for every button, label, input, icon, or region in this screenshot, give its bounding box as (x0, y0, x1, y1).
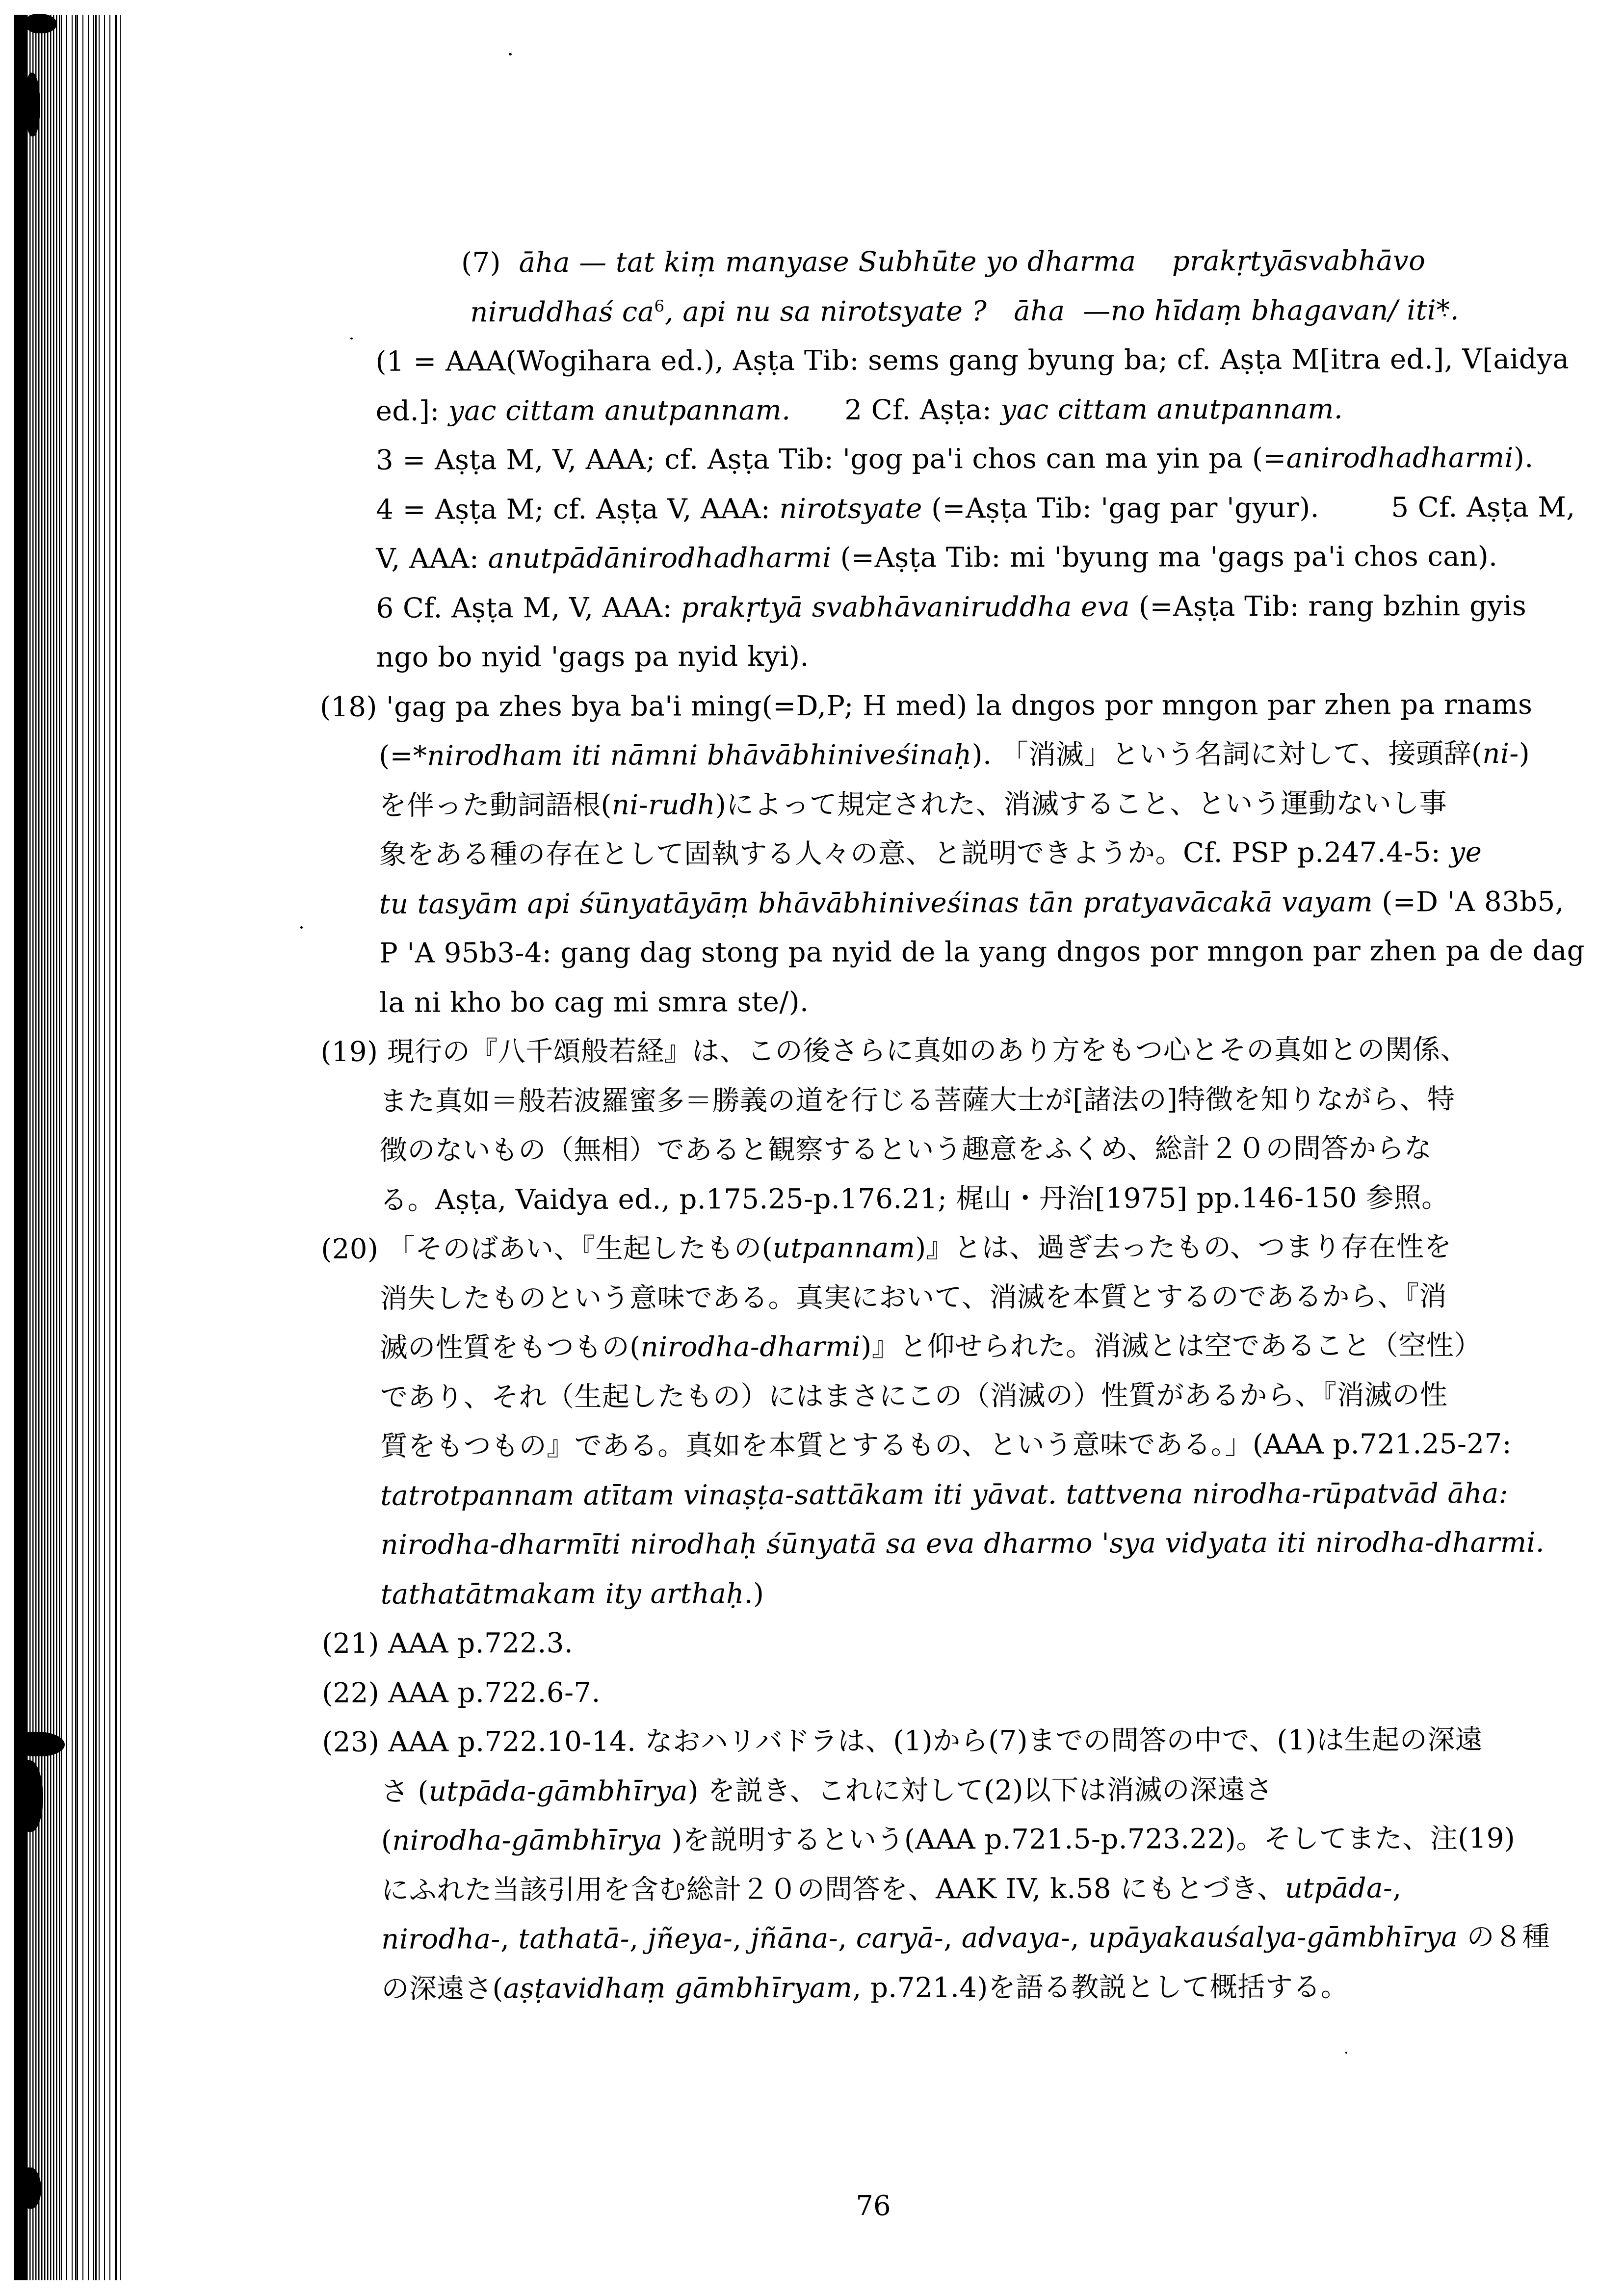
text-segment: , (943, 1922, 962, 1955)
text-segment: (7) (461, 247, 519, 279)
text-segment: さ ( (381, 1775, 429, 1808)
text-segment: ni- (1482, 737, 1519, 770)
text-line (320, 779, 1596, 831)
apparatus-line (319, 384, 1595, 436)
text-line (321, 1074, 1597, 1126)
note-line (322, 1716, 1598, 1768)
text-segment: 徴のないもの（無相）であると観察するという趣意をふくめ、総計２０の問答からな (379, 1132, 1432, 1167)
scan-dense-streaks (26, 15, 61, 2280)
note-label: (20) (321, 1233, 388, 1265)
scan-speck (300, 926, 303, 929)
text-segment: 3 = Aṣṭa M, V, AAA; cf. Aṣṭa Tib: 'gog pa'i chos can ma yin pa (= (375, 442, 1286, 476)
text-segment: ). 「消滅」という名詞に対して、接頭辞( (971, 738, 1483, 771)
text-segment: 6 (654, 296, 665, 315)
text-segment: V, AAA: (376, 543, 488, 575)
text-segment: P 'A 95b3-4: gang dag stong pa nyid de la yang dngos por mngon par zhen pa de dag (379, 935, 1585, 969)
text-segment: ). (1513, 442, 1534, 474)
text-segment: , (733, 1923, 751, 1955)
text-line (321, 1321, 1597, 1373)
text-segment: utpāda-gāmbhīrya (428, 1774, 688, 1808)
quote-line (319, 236, 1595, 288)
text-segment: jñeya- (647, 1923, 733, 1955)
text-segment: 2 Cf. Aṣṭa: (790, 393, 1001, 426)
text-line (322, 1567, 1598, 1619)
note-label: (22) (322, 1677, 389, 1709)
text-line (320, 976, 1596, 1028)
text-segment: utpannam (772, 1232, 916, 1265)
text-line (322, 1765, 1598, 1817)
scan-ink-blob (18, 1760, 43, 1832)
text-segment: utpāda- (1284, 1872, 1393, 1905)
text-segment: 6 Cf. Aṣṭa M, V, AAA: (376, 591, 681, 625)
scan-ink-blob (21, 2167, 41, 2209)
text-segment: AAA p.722.6-7. (388, 1676, 601, 1709)
text-segment: であり、それ（生起したもの）にはまさにこの（消滅の）性質があるから、『消滅の性 (380, 1379, 1448, 1413)
text-segment: ni-rudh (611, 788, 716, 821)
text-segment: upāyakauśalya-gāmbhīrya (1088, 1921, 1458, 1954)
scan-speck (1345, 2052, 1347, 2054)
text-line (321, 1124, 1597, 1176)
note-label: (23) (322, 1726, 389, 1758)
text-segment: 「そのばあい、『生起したもの( (387, 1232, 773, 1265)
text-segment: anutpādānirodhadharmi (488, 542, 832, 575)
text-segment: (=Aṣṭa Tib: mi 'byung ma 'gags pa'i chos can). (831, 540, 1498, 574)
text-segment: caryā- (856, 1922, 944, 1955)
text-segment: 滅の性質をもつもの( (380, 1331, 641, 1364)
text-segment: ) を説き、これに対して(2)以下は消滅の深遠さ (687, 1774, 1273, 1807)
text-segment: nirodha-gāmbhīrya (392, 1824, 663, 1857)
text-segment: aṣṭavidhaṃ gāmbhīryam (503, 1972, 853, 2005)
text-segment: 消失したものという意味である。真実において、消滅を本質とするのであるから、『消 (380, 1280, 1447, 1315)
text-line (321, 1518, 1597, 1570)
text-line (320, 828, 1596, 880)
text-line (320, 877, 1596, 929)
text-line (322, 1913, 1598, 1965)
text-segment: , (838, 1922, 856, 1955)
text-line (321, 1272, 1597, 1324)
text-segment: anirodhadharmi (1286, 442, 1514, 474)
text-segment: , api nu sa nirotsyate ? āha —no hīdaṃ bhagavan/ iti*. (664, 294, 1460, 328)
note-label: (19) (320, 1036, 387, 1068)
text-segment: )によって規定された、消滅すること、という運動ないし事 (715, 787, 1447, 821)
scan-ink-blob (14, 1732, 65, 1756)
text-line (321, 1420, 1597, 1472)
text-segment: )』とは、過ぎ去ったもの、つまり存在性を (915, 1231, 1452, 1264)
text-segment: ye (1449, 836, 1482, 869)
text-segment: nirodha- (381, 1923, 501, 1956)
text-segment: )』と仰せられた。消滅とは空であること（空性） (861, 1330, 1482, 1363)
text-line (322, 1863, 1598, 1915)
text-segment: (1 = AAA(Wogihara ed.), Aṣṭa Tib: sems gang byung ba; cf. Aṣṭa M[itra ed.], V[aidya (375, 343, 1570, 378)
note-label: (21) (321, 1627, 389, 1660)
scan-solid-strip (14, 15, 26, 2280)
text-segment: nirodha-dharmīti nirodhaḥ śūnyatā sa eva dharmo 'sya vidyata iti nirodha-dharmi. (380, 1526, 1545, 1561)
note-line (322, 1666, 1598, 1718)
apparatus-line (319, 335, 1595, 387)
text-segment: 4 = Aṣṭa M; cf. Aṣṭa V, AAA: (376, 493, 780, 526)
text-line (320, 927, 1596, 979)
text-segment: advaya- (961, 1922, 1071, 1955)
apparatus-line (319, 434, 1595, 486)
text-segment: )を説明するという(AAA p.721.5-p.723.22)。そしてまた、注(19) (662, 1822, 1516, 1856)
text-segment: にふれた当該引用を含む総計２０の問答を、AAK IV, k.58 にもとづき、 (381, 1872, 1285, 1906)
text-segment: ) (1519, 737, 1530, 770)
text-segment: , (1392, 1872, 1402, 1904)
apparatus-line (319, 483, 1595, 535)
text-segment: .) (744, 1577, 764, 1610)
text-segment: (=* (379, 740, 427, 772)
note-line (320, 680, 1596, 732)
note-line (320, 1025, 1596, 1077)
text-segment: ed.]: (375, 394, 449, 427)
apparatus-line (319, 532, 1595, 584)
quote-line (319, 286, 1595, 338)
text-segment: nirotsyate (779, 492, 922, 525)
text-segment: を伴った動詞語根( (379, 789, 612, 822)
text-line (321, 1469, 1597, 1521)
page-text (319, 236, 1598, 2014)
text-segment: yac cittam anutpannam. (448, 394, 791, 427)
scan-speck (509, 53, 512, 55)
text-segment: tu tasyām api śūnyatāyāṃ bhāvābhiniveśinas tān pratyavācakā vayam (379, 886, 1373, 920)
note-line (321, 1223, 1597, 1275)
text-segment: 'gag pa zhes bya ba'i ming(=D,P; H med) la dngos por mngon par zhen pa rnams (386, 688, 1533, 723)
text-segment: 質をもつもの』である。真如を本質とするもの、という意味である。」(AAA p.721.25-27: (380, 1428, 1512, 1462)
text-segment: AAA p.722.3. (388, 1627, 574, 1660)
text-line (322, 1814, 1598, 1866)
text-segment: 象をある種の存在として固執する人々の意、と説明できようか。Cf. PSP p.247.4-5: (379, 836, 1450, 871)
text-segment: ( (381, 1825, 393, 1857)
text-line (320, 730, 1596, 782)
text-segment: tathatā- (518, 1923, 630, 1956)
text-segment: また真如＝般若波羅蜜多＝勝義の道を行じる菩薩大士が[諸法の]特徴を知りながら、特 (379, 1083, 1455, 1118)
text-segment: nirodha-dharmi (640, 1331, 861, 1363)
text-segment: , (500, 1923, 519, 1956)
text-segment: nirodham iti nāmni bhāvābhiniveśinaḥ (427, 739, 972, 772)
text-segment: (=Aṣṭa Tib: 'gag par 'gyur). 5 Cf. Aṣṭa M, (922, 491, 1575, 524)
text-segment: tatrotpannam atītam vinaṣṭa-sattākam iti yāvat. tattvena nirodha-rūpatvād āha: (380, 1477, 1509, 1512)
text-line (321, 1370, 1597, 1422)
scan-sparse-streaks (61, 15, 121, 2280)
note-label: (18) (319, 691, 387, 723)
text-segment: の８種 (1458, 1921, 1550, 1954)
text-segment: āha — tat kiṃ manyase Subhūte yo dharma prakṛtyāsvabhāvo (519, 245, 1426, 279)
text-segment: , p.721.4)を語る教説として概括する。 (852, 1971, 1349, 2004)
scan-binding-artifact (14, 15, 121, 2280)
scan-ink-blob (26, 73, 40, 136)
text-segment: , (1070, 1922, 1089, 1954)
text-segment: (=D 'A 83b5, (1373, 886, 1565, 918)
text-segment: の深遠さ( (381, 1972, 503, 2005)
text-segment: niruddhaś ca (470, 296, 655, 328)
text-line (321, 1173, 1597, 1225)
text-segment: , (629, 1923, 648, 1955)
text-segment: prakṛtyā svabhāvaniruddha eva (681, 591, 1130, 624)
text-segment: ngo bo nyid 'gags pa nyid kyi). (376, 640, 809, 674)
text-segment: tathatātmakam ity arthaḥ (380, 1577, 744, 1611)
text-segment: jñāna- (750, 1922, 838, 1955)
page-number: 76 (856, 2190, 891, 2222)
text-segment: la ni kho bo cag mi smra ste/). (379, 986, 809, 1019)
text-line (322, 1962, 1598, 2014)
text-segment: る。Aṣṭa, Vaidya ed., p.175.25-p.176.21; 梶山・丹治[1975] pp.146-150 参照。 (380, 1181, 1449, 1216)
text-segment: 現行の『八千頌般若経』は、この後さらに真如のあり方をもつ心とその真如との関係、 (387, 1034, 1468, 1068)
text-segment: (=Aṣṭa Tib: rang bzhin gyis (1129, 590, 1527, 623)
apparatus-line (320, 631, 1596, 683)
text-segment: AAA p.722.10-14. なおハリバドラは、(1)から(7)までの問答の中で、(1)は生起の深遠 (388, 1724, 1483, 1758)
scan-ink-blob (26, 14, 57, 33)
apparatus-line (319, 581, 1595, 633)
text-segment: yac cittam anutpannam. (1000, 393, 1343, 426)
note-line (322, 1617, 1598, 1669)
